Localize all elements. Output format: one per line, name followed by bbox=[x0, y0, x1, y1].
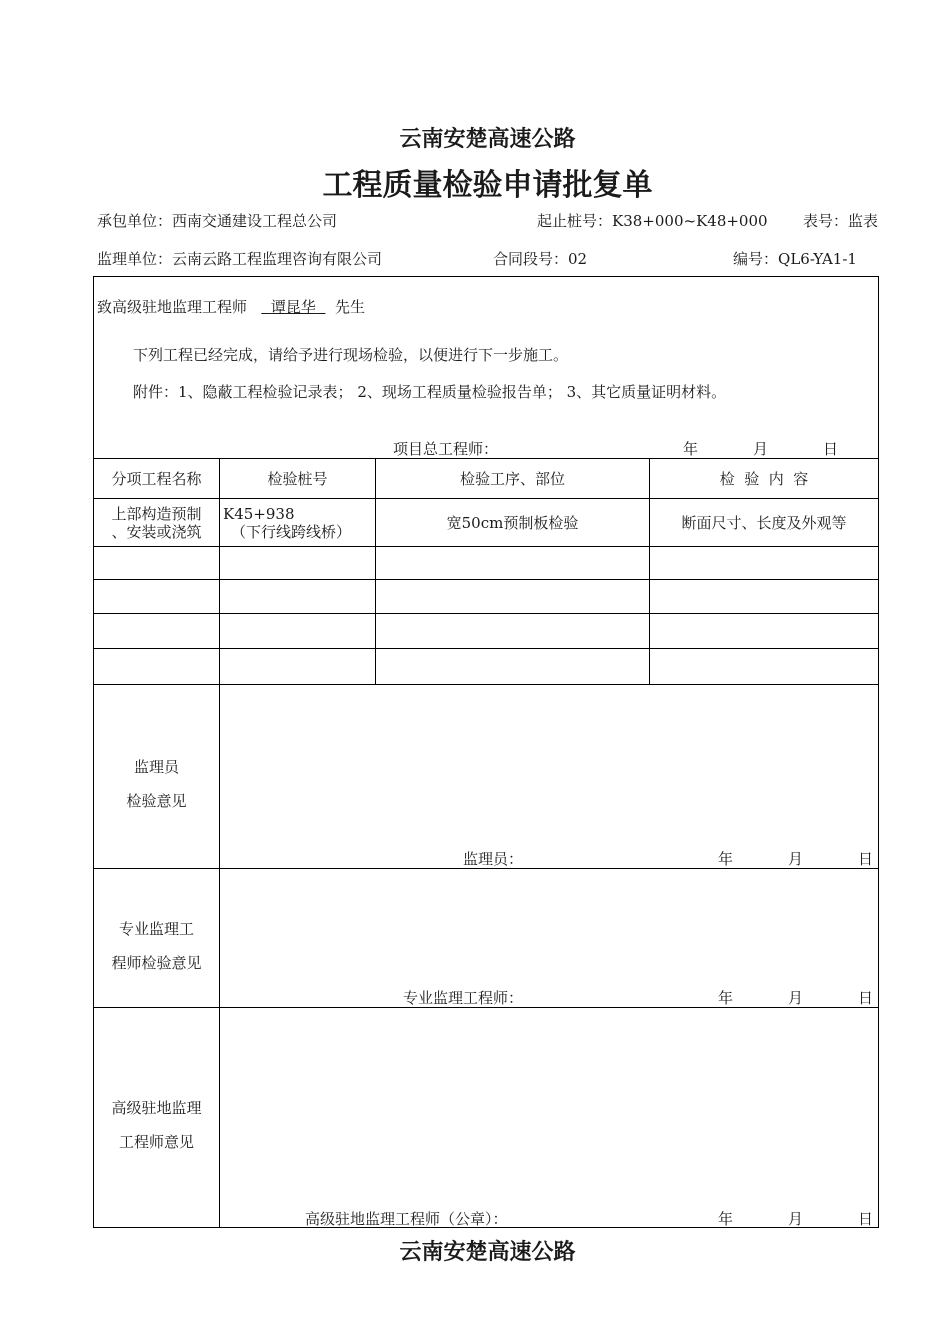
contractor-label: 承包单位： bbox=[97, 212, 173, 230]
stake-label: 起止桩号： bbox=[537, 212, 613, 230]
header-content: 检 验 内 容 bbox=[719, 469, 809, 488]
request-year: 年 bbox=[683, 440, 699, 458]
grid-line bbox=[93, 684, 879, 685]
grid-line bbox=[93, 546, 879, 547]
serial-value: QL6-YA1-1 bbox=[778, 250, 857, 268]
company-title: 云南安楚高速公路 bbox=[399, 126, 576, 152]
inspector-label bbox=[94, 750, 219, 818]
senior-day: 日 bbox=[858, 1210, 874, 1228]
senior-signer: 高级驻地监理工程师（公章）： bbox=[305, 1210, 508, 1228]
supervisor-line bbox=[97, 248, 382, 269]
supervisor-label: 监理单位： bbox=[97, 250, 173, 268]
inspector-label-line1: 监理员 bbox=[133, 758, 179, 776]
row1-stake bbox=[223, 505, 351, 541]
inspector-day: 日 bbox=[858, 850, 874, 868]
engineer-day: 日 bbox=[858, 989, 874, 1007]
addressee-name: 谭昆华 bbox=[270, 298, 316, 316]
senior-label-line2: 工程师意见 bbox=[118, 1133, 194, 1151]
senior-label bbox=[94, 1091, 219, 1159]
addressee-prefix: 致高级驻地监理工程师 bbox=[97, 298, 248, 316]
inspector-signer: 监理员： bbox=[463, 850, 524, 868]
senior-year: 年 bbox=[718, 1210, 734, 1228]
grid-line bbox=[219, 458, 220, 1228]
serial-number bbox=[733, 248, 857, 269]
grid-line bbox=[93, 579, 879, 580]
request-day: 日 bbox=[823, 440, 839, 458]
chief-engineer-label: 项目总工程师： bbox=[393, 440, 499, 458]
attachments-line: 附件：1、隐蔽工程检验记录表； 2、现场工程质量检验报告单； 3、其它质量证明材料。 bbox=[133, 383, 727, 401]
form-title: 工程质量检验申请批复单 bbox=[322, 168, 653, 203]
engineer-signer: 专业监理工程师： bbox=[403, 989, 524, 1007]
header-stake: 检验桩号 bbox=[267, 469, 328, 488]
row1-content: 断面尺寸、长度及外观等 bbox=[681, 513, 847, 532]
engineer-year: 年 bbox=[718, 989, 734, 1007]
contract-section bbox=[493, 248, 587, 269]
request-body: 下列工程已经完成，请给予进行现场检验，以便进行下一步施工。 bbox=[133, 346, 569, 364]
addressee-line bbox=[97, 296, 365, 317]
header-item-name: 分项工程名称 bbox=[111, 469, 202, 488]
addressee-suffix: 先生 bbox=[334, 298, 365, 316]
footer-company-title: 云南安楚高速公路 bbox=[399, 1239, 576, 1265]
stake-range bbox=[537, 210, 768, 231]
contract-label: 合同段号： bbox=[493, 250, 569, 268]
row1-stake-line1: K45+938 bbox=[223, 505, 295, 523]
engineer-label-line1: 专业监理工 bbox=[118, 920, 194, 938]
header-process: 检验工序、部位 bbox=[459, 469, 565, 488]
engineer-month: 月 bbox=[788, 989, 804, 1007]
engineer-label bbox=[94, 912, 219, 980]
supervisor-value: 云南云路工程监理咨询有限公司 bbox=[172, 250, 383, 268]
grid-line bbox=[93, 648, 879, 649]
contractor-value: 西南交通建设工程总公司 bbox=[172, 212, 338, 230]
contract-value: 02 bbox=[568, 250, 588, 268]
senior-label-line1: 高级驻地监理 bbox=[111, 1099, 202, 1117]
contractor-line bbox=[97, 210, 337, 231]
stake-value: K38+000~K48+000 bbox=[612, 212, 768, 230]
row1-process: 宽50cm预制板检验 bbox=[446, 513, 579, 532]
inspector-month: 月 bbox=[788, 850, 804, 868]
inspector-year: 年 bbox=[718, 850, 734, 868]
engineer-label-line2: 程师检验意见 bbox=[111, 954, 202, 972]
row1-stake-line2: （下行线跨线桥） bbox=[231, 523, 352, 541]
form-number: 表号：监表 bbox=[803, 212, 879, 230]
senior-month: 月 bbox=[788, 1210, 804, 1228]
serial-label: 编号： bbox=[733, 250, 779, 268]
row1-item-line1: 上部构造预制 bbox=[111, 504, 202, 523]
inspector-label-line2: 检验意见 bbox=[126, 792, 187, 810]
grid-line bbox=[93, 613, 879, 614]
request-month: 月 bbox=[753, 440, 769, 458]
row1-item-line2: 、安装或浇筑 bbox=[111, 522, 202, 541]
row1-item-name bbox=[94, 499, 219, 546]
